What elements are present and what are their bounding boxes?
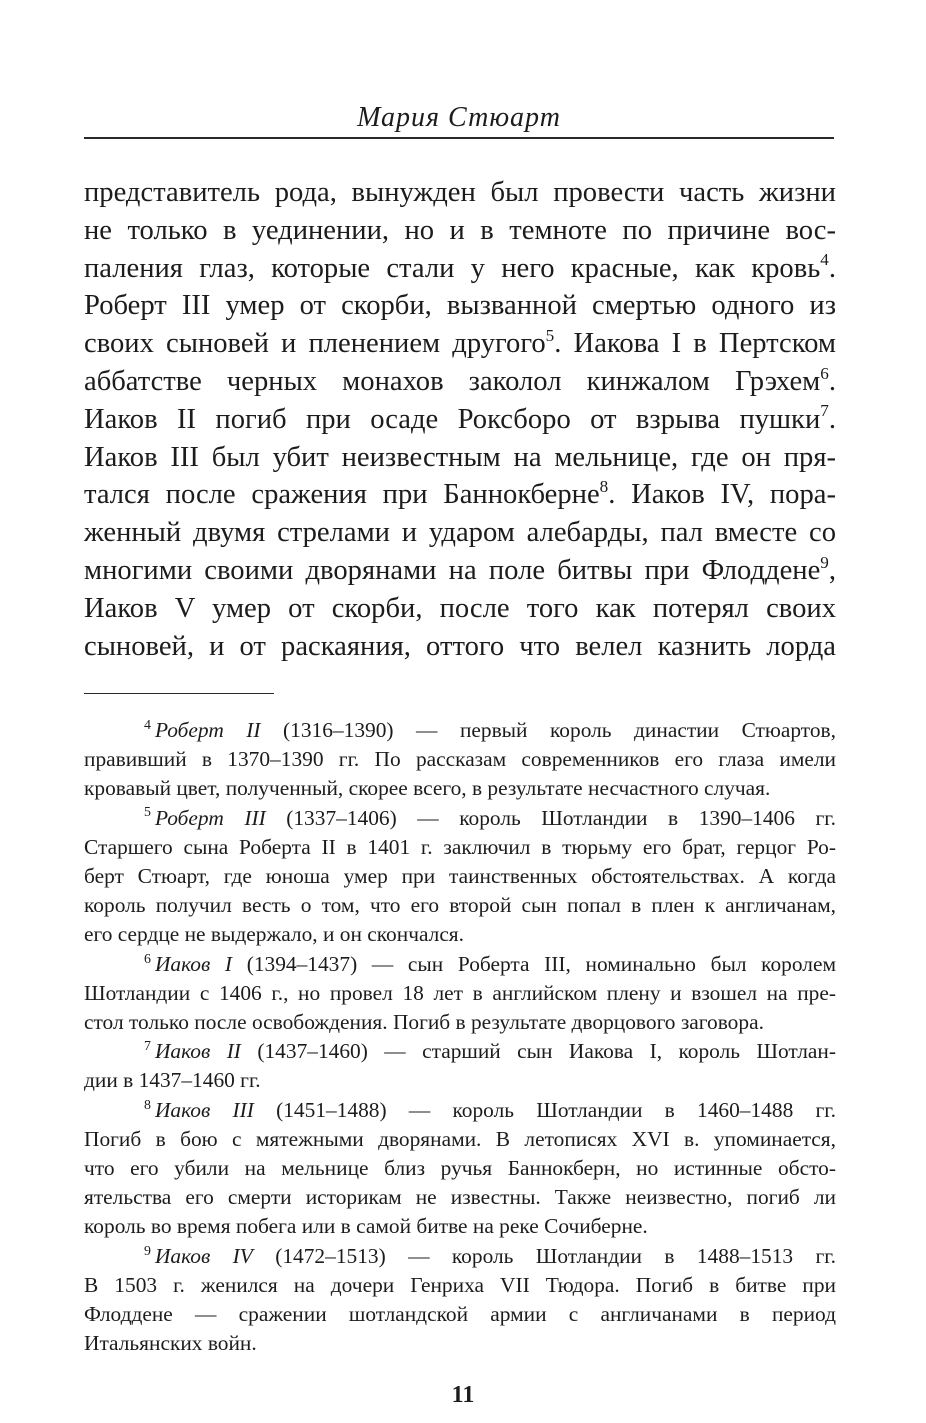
footnote-line: $^6$ Иаков I (1394–1437) — сын Роберта III, номинально был королем (144, 951, 836, 976)
footnote-line: Старшего сына Роберта II в 1401 г. заключил в тюрьму его брат, герцог Ро- (84, 834, 836, 859)
body-line: аббатстве черных монахов заколол кинжалом Грэхем$^6$. (84, 363, 836, 397)
footnote-line: берт Стюарт, где юноша умер при таинственных обстоятельствах. А когда (84, 864, 836, 889)
footnote-8 (84, 1096, 836, 1242)
running-head-title: Мария Стюарт (357, 102, 561, 133)
footnote-line: кровавый цвет, полученный, скорее всего, в результате несчастного случая. (84, 776, 771, 801)
footnote-name: Иаков I (154, 951, 233, 976)
footnote-ref: 8 (599, 477, 609, 496)
footnote-number: 9 (144, 1243, 151, 1259)
footnote-number: 6 (144, 951, 151, 967)
body-line: тался после сражения при Баннокберне$^8$. Иаков IV, пора- (84, 477, 836, 511)
footnote-name: Иаков III (154, 1097, 254, 1122)
footnote-line: $^7$ Иаков II (1437–1460) — старший сын Иакова I, король Шотлан- (144, 1039, 836, 1064)
footnote-line: Погиб в бою с мятежными дворянами. В летописях XVI в. упоминается, (84, 1126, 836, 1151)
footnote-line: ятельства его смерти историкам не известны. Также неизвестно, погиб ли (84, 1185, 836, 1210)
body-line: своих сыновей и пленением другого$^5$. Иакова I в Пертском (84, 325, 836, 360)
body-line: многими своими дворянами на поле битвы при Флоддене$^9$, (84, 552, 836, 586)
footnote-ref: 7 (820, 401, 829, 421)
body-line: женный двумя стрелами и ударом алебарды, пал вместе со (84, 517, 836, 549)
body-line: представитель рода, вынужден был провести часть жизни (84, 177, 836, 208)
footnote-line: Флоддене — сражении шотландской армии с англичанами в период (84, 1302, 836, 1327)
body-line: не только в уединении, но и в темноте по причине вос- (84, 214, 836, 246)
header-rule (84, 137, 834, 139)
footnote-line: $^5$ Роберт III (1337–1406) — король Шотландии в 1390–1406 гг. (144, 805, 836, 830)
footnote-line: правивший в 1370–1390 гг. По рассказам современников его глаза имели (84, 747, 836, 772)
footnote-5 (84, 804, 836, 950)
footnote-line: дии в 1437–1460 гг. (84, 1068, 261, 1093)
body-line: Иаков III был убит неизвестным на мельнице, где он пря- (84, 441, 836, 473)
footnote-line: его сердце не выдержало, и он скончался. (84, 922, 464, 947)
footnote-7 (84, 1037, 836, 1095)
body-line: Роберт III умер от скорби, вызванной смертью одного из (84, 290, 836, 322)
body-line: сыновей, и от раскаяния, оттого что велел казнить лорда (84, 630, 836, 662)
footnote-name: Иаков IV (154, 1243, 253, 1268)
main-body-text (84, 174, 836, 665)
footnote-line: что его убили на мельнице близ ручья Баннокберн, но истинные обсто- (84, 1156, 836, 1181)
footnote-line: Шотландии с 1406 г., но провел 18 лет в английском плену и взошел на пре- (84, 980, 836, 1005)
footnote-number: 4 (144, 717, 151, 733)
footnote-6 (84, 950, 836, 1038)
page-number: 11 (451, 1382, 475, 1408)
footnote-ref: 4 (820, 250, 829, 270)
footnote-line: $^8$ Иаков III (1451–1488) — король Шотландии в 1460–1488 гг. (144, 1097, 836, 1122)
footnote-line: Итальянских войн. (84, 1331, 257, 1356)
footnote-name: Иаков II (154, 1039, 241, 1064)
footnote-ref: 6 (820, 363, 829, 383)
footnote-ref: 5 (545, 325, 555, 345)
footnote-number: 7 (144, 1039, 151, 1055)
footnote-line: король во время побега или в самой битве на реке Сочиберне. (84, 1214, 648, 1239)
footnote-4 (84, 716, 836, 804)
footnote-line: $^9$ Иаков IV (1472–1513) — король Шотландии в 1488–1513 гг. (144, 1243, 836, 1268)
footnote-number: 5 (144, 805, 151, 821)
footnote-line: стол только после освобождения. Погиб в результате дворцового заговора. (84, 1010, 764, 1035)
body-line: паления глаз, которые стали у него красные, как кровь$^4$. (84, 250, 836, 284)
footnote-line: $^4$ Роберт II (1316–1390) — первый король династии Стюартов, (144, 717, 836, 742)
body-line: Иаков II погиб при осаде Роксборо от взрыва пушки$^7$. (84, 401, 836, 435)
footnote-name: Роберт III (154, 805, 266, 830)
body-line: Иаков V умер от скорби, после того как потерял своих (84, 592, 836, 624)
footnote-number: 8 (144, 1097, 151, 1113)
footnote-rule (84, 693, 274, 694)
footnote-name: Роберт II (154, 718, 261, 742)
footnote-9 (84, 1242, 836, 1359)
footnote-ref: 9 (820, 552, 829, 572)
footnote-line: В 1503 г. женился на дочери Генриха VII Тюдора. Погиб в битве при (84, 1272, 836, 1297)
footnotes-section (84, 716, 836, 1358)
footnote-line: король получил весть о том, что его второй сын попал в плен к англичанам, (84, 893, 836, 918)
